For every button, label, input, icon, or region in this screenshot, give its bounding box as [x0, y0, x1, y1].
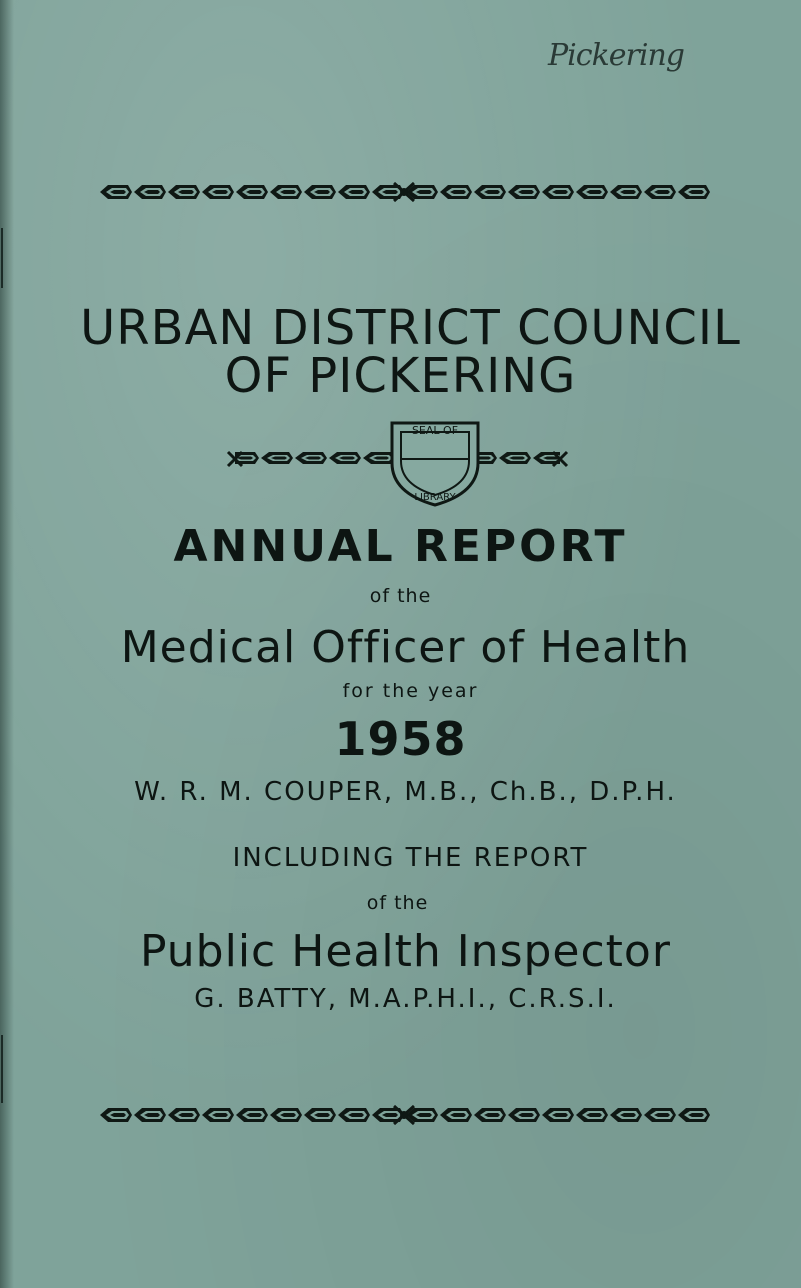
- report-for-year: for the year: [342, 680, 479, 702]
- binding-mark: [1, 228, 3, 288]
- handwritten-note: Pickering: [548, 38, 684, 73]
- ornamental-border-top: [98, 182, 710, 202]
- crest-top-text: SEAL OF: [411, 424, 459, 437]
- report-heading: ANNUAL REPORT: [173, 521, 628, 572]
- report-author: W. R. M. COUPER, M.B., Ch.B., D.P.H.: [134, 777, 677, 807]
- included-of-the: of the: [366, 892, 429, 914]
- report-of-the: of the: [369, 585, 432, 607]
- crest-bottom-text: LIBRARY: [414, 492, 456, 503]
- ornamental-border-bottom: [98, 1105, 710, 1125]
- council-title: URBAN DISTRICT COUNCIL: [80, 300, 741, 356]
- binding-mark: [1, 1035, 3, 1103]
- council-subtitle: OF PICKERING: [224, 348, 577, 404]
- included-heading: INCLUDING THE REPORT: [232, 843, 589, 873]
- report-year: 1958: [334, 712, 467, 766]
- included-subject: Public Health Inspector: [140, 926, 671, 977]
- report-subject: Medical Officer of Health: [120, 622, 691, 673]
- crest-band: [225, 418, 570, 508]
- included-author: G. BATTY, M.A.P.H.I., C.R.S.I.: [194, 984, 617, 1014]
